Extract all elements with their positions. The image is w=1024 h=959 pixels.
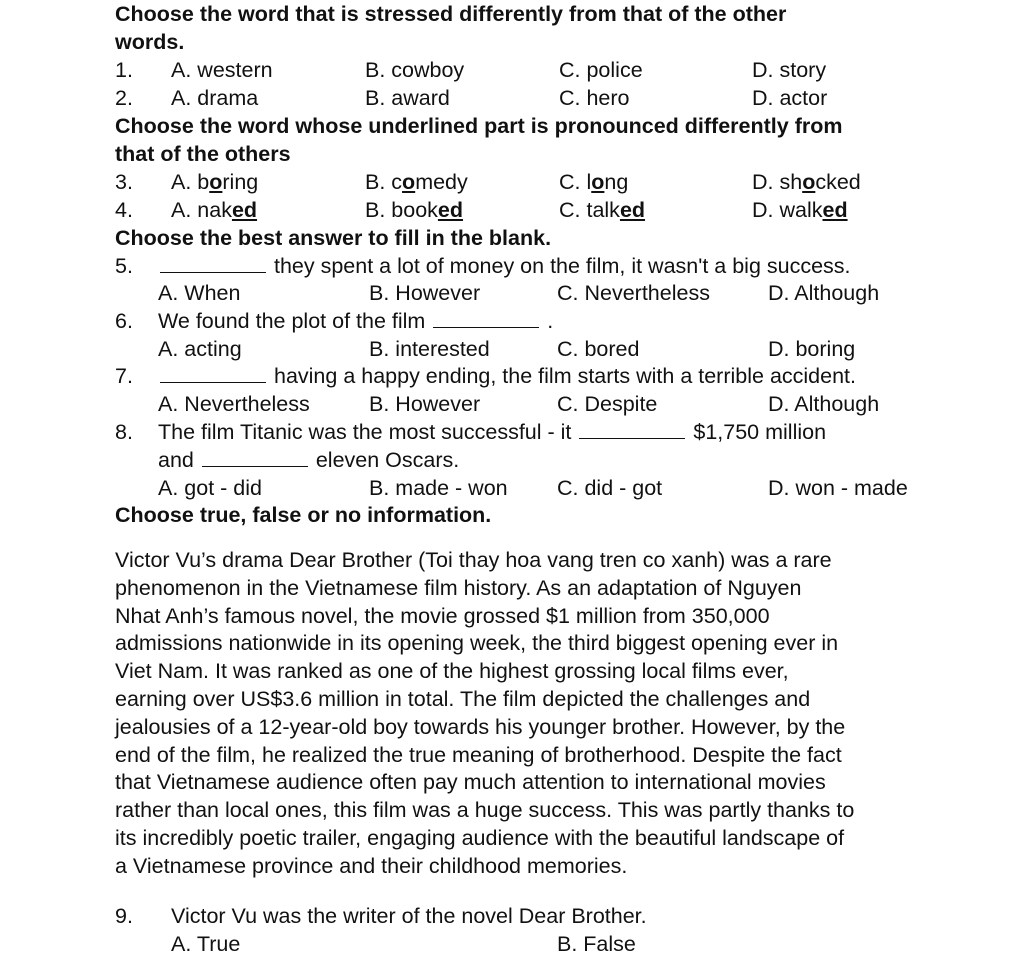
passage-line: admissions nationwide in its opening week, the third biggest opening ever in: [115, 631, 839, 656]
passage-line: rather than local ones, this film was a huge success. This was partly thanks to: [115, 798, 855, 823]
question-number: 1.: [115, 58, 133, 82]
question-number: 9.: [115, 904, 133, 928]
option-c: C. bored: [557, 337, 640, 361]
option-b: B. False: [557, 932, 636, 956]
passage-line: earning over US$3.6 million in total. The film depicted the challenges and: [115, 686, 811, 711]
section-heading-true-false: Choose true, false or no information.: [115, 503, 492, 527]
question-text: they spent a lot of money on the film, it wasn't a big success.: [158, 252, 851, 280]
underlined-part: o: [209, 170, 223, 194]
option-c: C. hero: [559, 86, 630, 110]
option-c: C. Despite: [557, 392, 658, 416]
option-c: C. long: [559, 170, 629, 194]
option-d: D. Although: [768, 281, 880, 305]
question-number: 5.: [115, 254, 133, 278]
question-text: The film Titanic was the most successful - it $1,750 million: [158, 420, 827, 444]
passage-line: its incredibly poetic trailer, engaging audience with the beautiful landscape of: [115, 825, 845, 850]
answer-blank: [160, 252, 266, 273]
option-c: C. talked: [559, 198, 646, 222]
passage-line: Victor Vu’s drama Dear Brother (Toi thay hoa vang tren co xanh) was a rare: [115, 548, 832, 572]
passage-line: phenomenon in the Vietnamese film history. As an adaptation of Nguyen: [115, 575, 802, 600]
option-a: A. acting: [158, 337, 242, 361]
answer-blank: [433, 307, 539, 328]
option-d: D. boring: [768, 337, 856, 361]
answer-blank: [202, 446, 308, 467]
passage-line: that Vietnamese audience often pay much attention to international movies: [115, 770, 826, 795]
question-text: and eleven Oscars.: [158, 448, 460, 472]
option-a: A. When: [158, 281, 241, 305]
option-c: C. did - got: [557, 476, 663, 500]
underlined-part: ed: [437, 198, 464, 222]
option-b: B. cowboy: [365, 58, 465, 82]
option-a: A. western: [171, 58, 273, 82]
option-d: D. Although: [768, 392, 880, 416]
question-number: 3.: [115, 170, 133, 194]
option-d: D. actor: [752, 86, 828, 110]
option-b: B. booked: [365, 198, 464, 222]
question-number: 7.: [115, 364, 133, 388]
option-d: D. walked: [752, 198, 848, 222]
question-text: We found the plot of the film .: [158, 309, 554, 333]
underlined-part: o: [802, 170, 816, 194]
passage-line: Nhat Anh’s famous novel, the movie grossed $1 million from 350,000: [115, 603, 770, 628]
underlined-part: ed: [822, 198, 848, 222]
passage-line: jealousies of a 12-year-old boy towards his younger brother. However, by the: [115, 714, 846, 739]
reading-passage: [115, 547, 955, 881]
option-c: C. Nevertheless: [557, 281, 710, 305]
section-heading-stress-cont: words.: [115, 30, 185, 54]
option-a: A. Nevertheless: [158, 392, 310, 416]
option-a: A. got - did: [158, 476, 262, 500]
question-text: having a happy ending, the film starts with a terrible accident.: [158, 362, 856, 390]
option-a: A. True: [171, 932, 241, 956]
passage-line: end of the film, he realized the true meaning of brotherhood. Despite the fact: [115, 742, 842, 767]
option-b: B. However: [369, 281, 481, 305]
underlined-part: ed: [231, 198, 258, 222]
option-b: B. made - won: [369, 476, 508, 500]
option-b: B. comedy: [365, 170, 468, 194]
question-number: 2.: [115, 86, 133, 110]
section-heading-pronunciation-cont: that of the others: [115, 142, 291, 166]
underlined-part: o: [402, 170, 416, 194]
option-d: D. won - made: [768, 476, 908, 500]
option-c: C. police: [559, 58, 643, 82]
answer-blank: [579, 418, 685, 439]
question-text: Victor Vu was the writer of the novel Dear Brother.: [171, 904, 647, 928]
section-heading-pronunciation: Choose the word whose underlined part is pronounced differently from: [115, 114, 843, 138]
option-a: A. boring: [171, 170, 259, 194]
answer-blank: [160, 362, 266, 383]
option-a: A. drama: [171, 86, 259, 110]
option-a: A. naked: [171, 198, 258, 222]
option-b: B. interested: [369, 337, 490, 361]
passage-line: Viet Nam. It was ranked as one of the highest grossing local films ever,: [115, 659, 789, 684]
underlined-part: o: [591, 170, 605, 194]
underlined-part: ed: [619, 198, 646, 222]
question-number: 6.: [115, 309, 133, 333]
section-heading-fill: Choose the best answer to fill in the blank.: [115, 226, 552, 250]
option-d: D. story: [752, 58, 827, 82]
option-b: B. award: [365, 86, 450, 110]
section-heading-stress: Choose the word that is stressed differently from that of the other: [115, 2, 787, 26]
option-b: B. However: [369, 392, 481, 416]
option-d: D. shocked: [752, 170, 861, 194]
passage-line: a Vietnamese province and their childhood memories.: [115, 853, 628, 878]
question-number: 4.: [115, 198, 133, 222]
question-number: 8.: [115, 420, 133, 444]
